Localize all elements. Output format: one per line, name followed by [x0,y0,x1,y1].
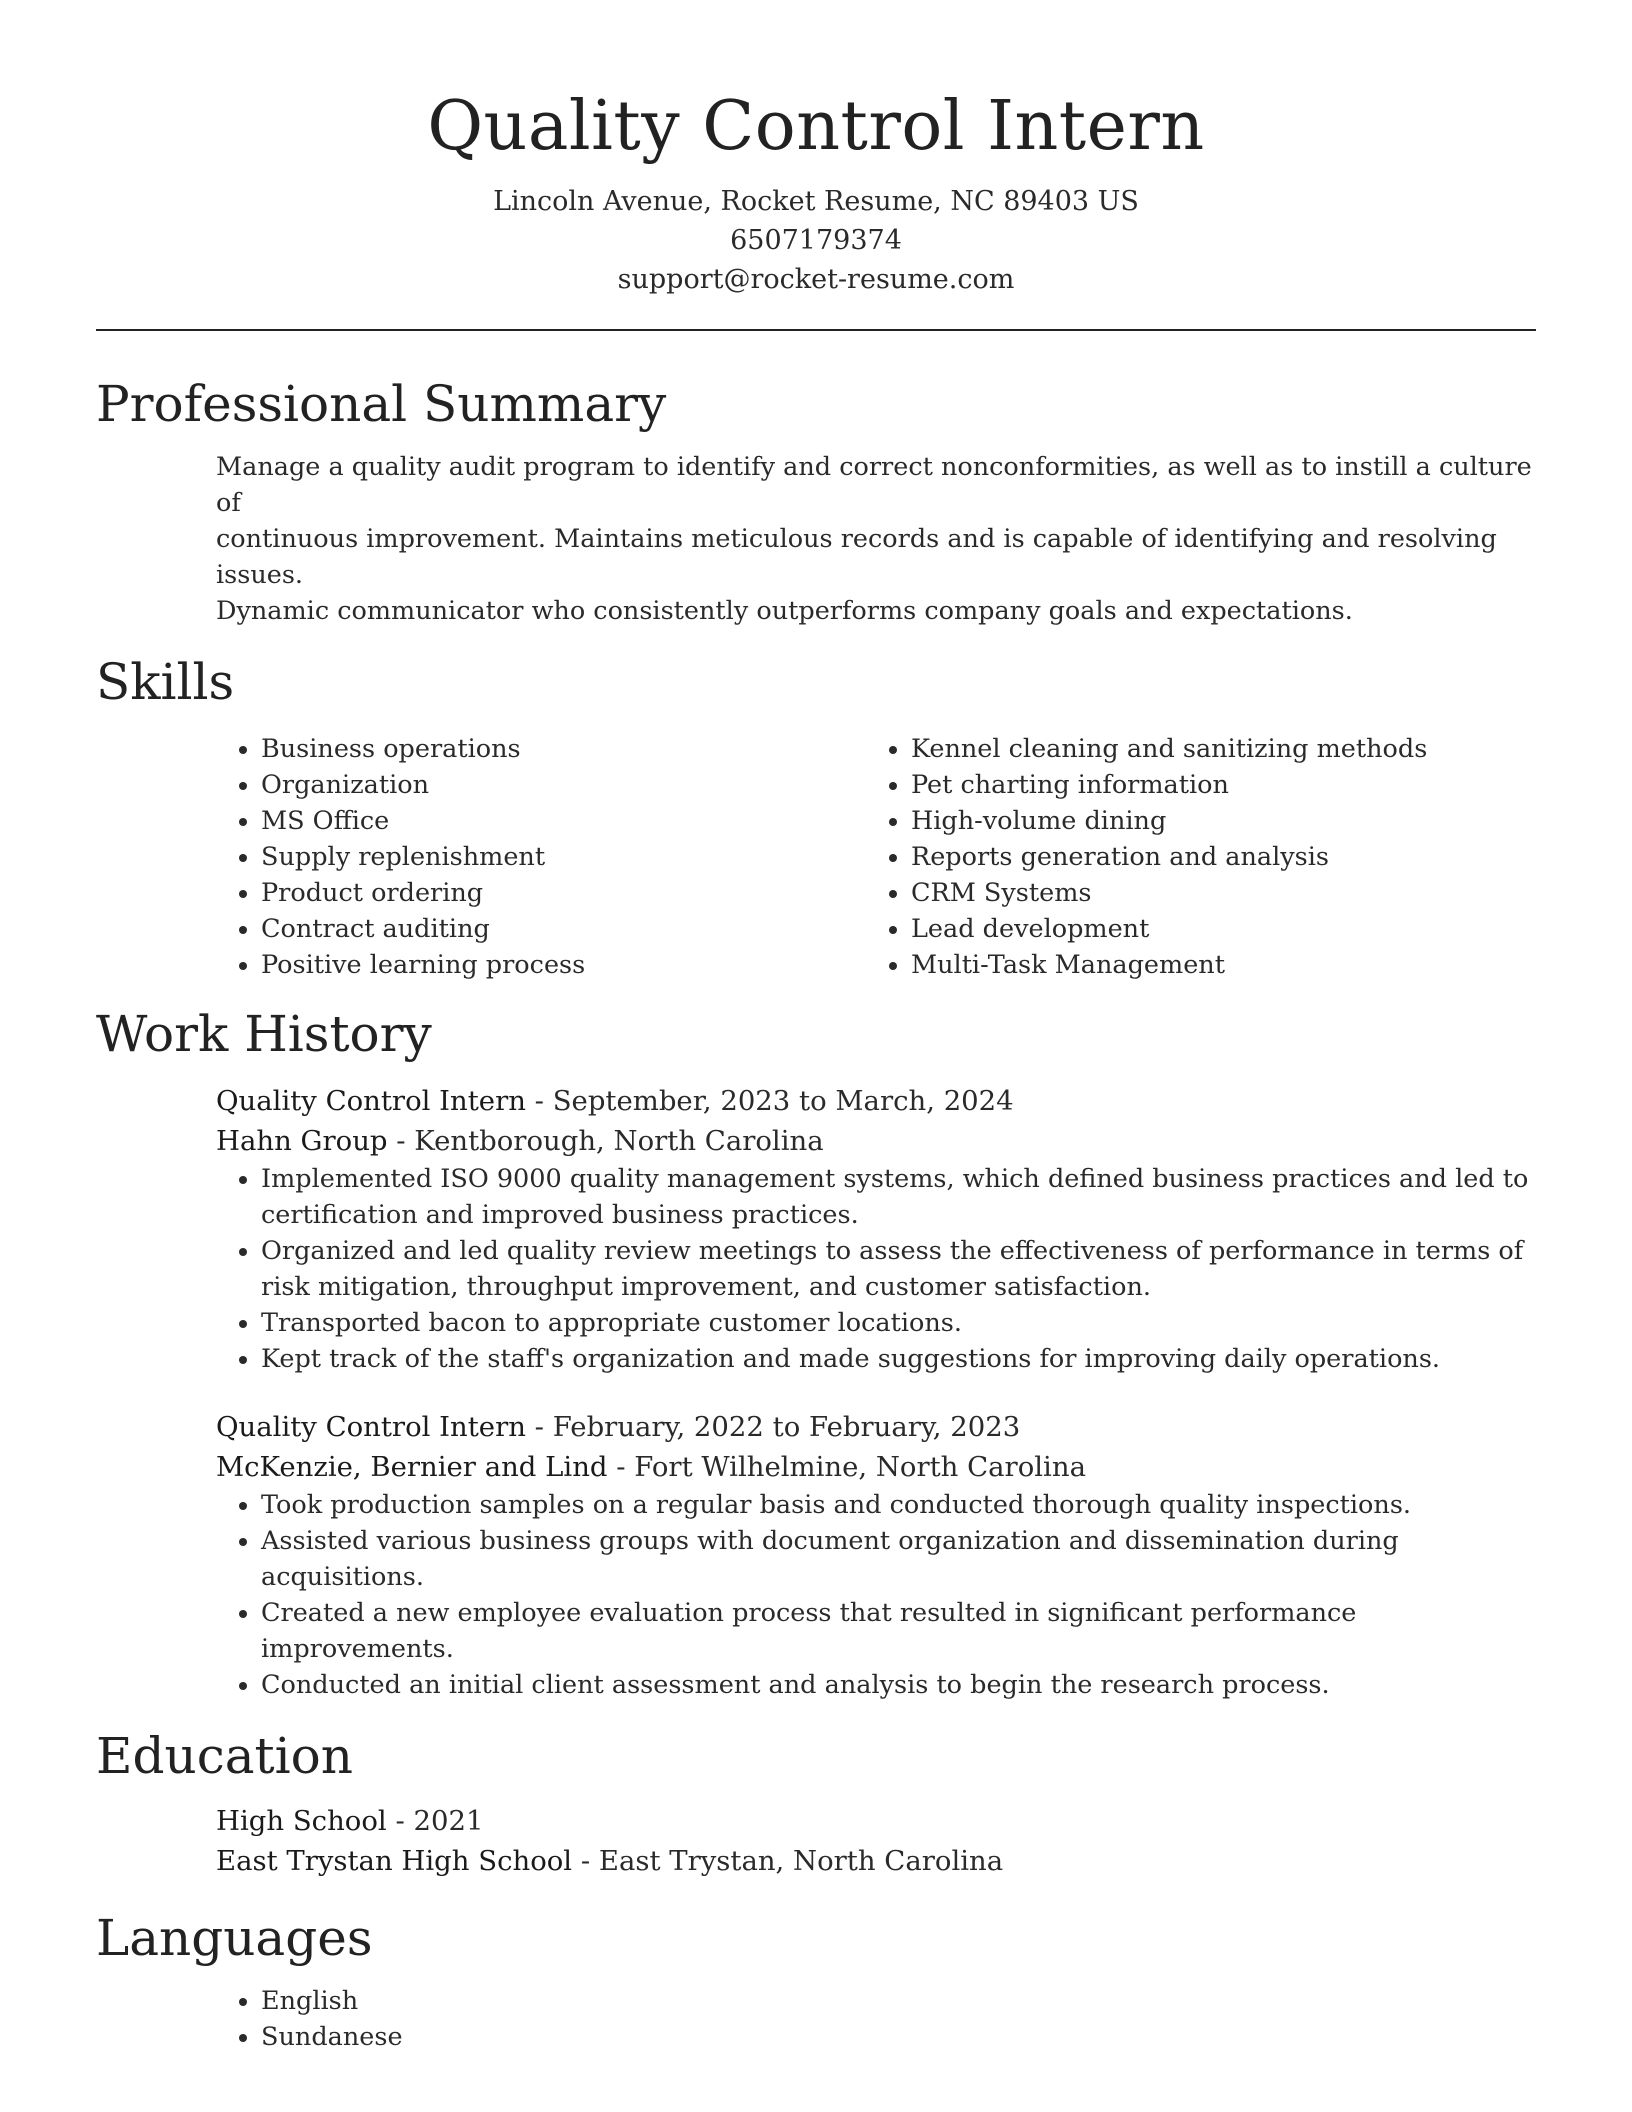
job-location: - Kentborough, North Carolina [387,1125,824,1157]
job-role: Quality Control Intern [216,1085,526,1117]
skill-item: • High-volume dining [911,803,1516,839]
contact-email: support@rocket-resume.com [617,264,1015,295]
candidate-name: Quality Control Intern [427,87,1205,166]
skills-grid [216,731,1536,983]
job-company: McKenzie, Bernier and Lind [216,1451,608,1483]
job-location: - Fort Wilhelmine, North Carolina [607,1451,1086,1483]
education-heading [216,1801,1536,1841]
skill-item: • Positive learning process [261,947,866,983]
skills-title: Skills [96,653,235,711]
education-school: East Trystan High School [216,1845,573,1877]
skill-item: • Contract auditing [261,911,866,947]
languages-list-wrap [216,1983,1536,2055]
skills-list-right [866,731,1516,983]
skills-list-left [216,731,866,983]
job-dates: - February, 2022 to February, 2023 [525,1411,1021,1443]
job-company-line [216,1121,1536,1161]
skill-item: • Reports generation and analysis [911,839,1516,875]
skills-section [96,651,1536,983]
skill-item: • Multi-Task Management [911,947,1516,983]
skill-item: • Organization [261,767,866,803]
job-bullet: • Created a new employee evaluation process that resulted in significant performance improvements. [261,1595,1536,1667]
education-section [96,1725,1536,1881]
education-school-line [216,1841,1536,1881]
job-dates: - September, 2023 to March, 2024 [525,1085,1014,1117]
resume-header [96,0,1536,299]
summary-title: Professional Summary [96,375,667,433]
skill-item: • Kennel cleaning and sanitizing methods [911,731,1516,767]
job-company-line [216,1447,1536,1487]
summary-section [96,373,1536,629]
languages-title: Languages [96,1909,373,1967]
skills-column-left [216,731,866,983]
skill-item: • MS Office [261,803,866,839]
skill-item: • Supply replenishment [261,839,866,875]
skill-item: • CRM Systems [911,875,1516,911]
job-bullets [216,1161,1536,1377]
languages-section [96,1907,1536,2055]
contact-address: Lincoln Avenue, Rocket Resume, NC 89403 US [493,186,1139,217]
language-item: • Sundanese [261,2019,1536,2055]
job-bullet: • Took production samples on a regular basis and conducted thorough quality inspections. [261,1487,1536,1523]
summary-line: Dynamic communicator who consistently outperforms company goals and expectations. [216,596,1353,626]
contact-block [96,182,1536,299]
job-bullet: • Transported bacon to appropriate customer locations. [261,1305,1536,1341]
job-role: Quality Control Intern [216,1411,526,1443]
summary-line: Manage a quality audit program to identify and correct nonconformities, as well as to instill a culture of [216,452,1532,518]
job-bullet: • Kept track of the staff's organization and made suggestions for improving daily operations. [261,1341,1536,1377]
language-item: • English [261,1983,1536,2019]
job-entry [216,1407,1536,1703]
job-company: Hahn Group [216,1125,388,1157]
job-bullets [216,1487,1536,1703]
work-section [96,1003,1536,1703]
education-title: Education [96,1727,353,1785]
job-bullet: • Implemented ISO 9000 quality management systems, which defined business practices and led to certification and improved business practices. [261,1161,1536,1233]
skill-item: • Pet charting information [911,767,1516,803]
job-bullet: • Organized and led quality review meetings to assess the effectiveness of performance in terms of risk mitigation, throughput improvement, and customer satisfaction. [261,1233,1536,1305]
skill-item: • Lead development [911,911,1516,947]
education-degree: High School [216,1805,387,1837]
job-heading [216,1407,1536,1447]
contact-phone: 6507179374 [730,225,902,256]
education-entry [216,1801,1536,1881]
education-year: - 2021 [386,1805,484,1837]
job-entry [216,1081,1536,1377]
languages-list [216,1983,1536,2055]
summary-text [216,449,1536,629]
header-divider [96,329,1536,331]
job-bullet: • Assisted various business groups with document organization and dissemination during acquisitions. [261,1523,1536,1595]
resume-page [96,0,1536,2055]
skill-item: • Product ordering [261,875,866,911]
education-location: - East Trystan, North Carolina [572,1845,1004,1877]
job-bullet: • Conducted an initial client assessment and analysis to begin the research process. [261,1667,1536,1703]
summary-line: continuous improvement. Maintains meticulous records and is capable of identifying and resolving issues. [216,524,1497,590]
skills-column-right [866,731,1516,983]
skill-item: • Business operations [261,731,866,767]
work-title: Work History [96,1005,432,1063]
job-heading [216,1081,1536,1121]
